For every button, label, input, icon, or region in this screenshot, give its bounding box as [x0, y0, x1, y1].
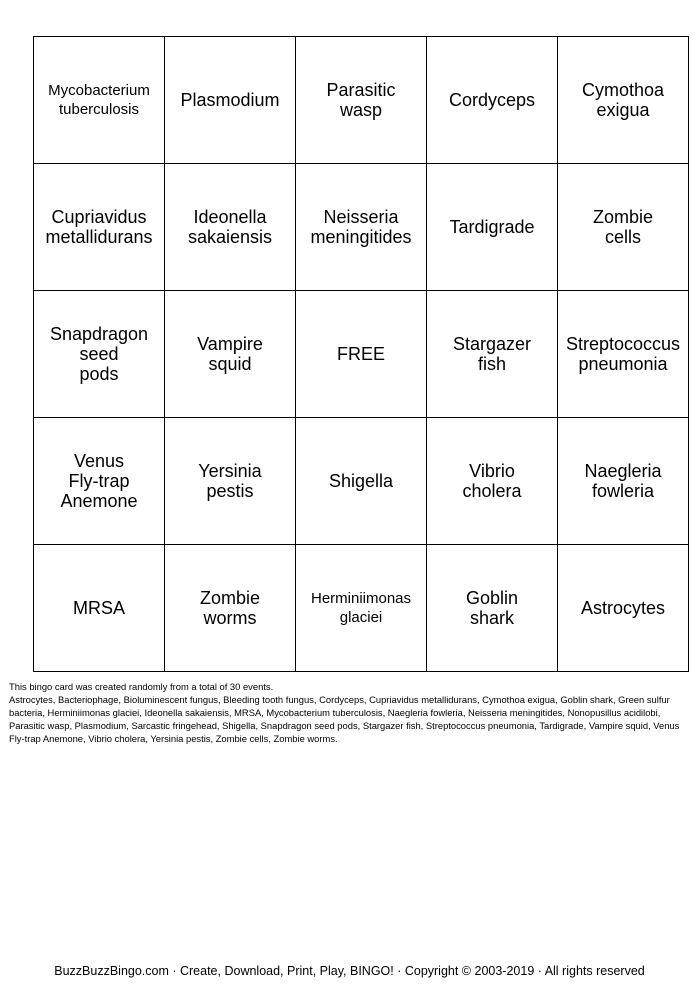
bingo-cell-text: Herminiimonas glaciei [310, 590, 412, 626]
bingo-cell-text: Astrocytes [580, 598, 666, 618]
bingo-cell [34, 545, 165, 672]
bingo-cell [165, 37, 296, 164]
bingo-cell-text: MRSA [72, 598, 125, 618]
bingo-cell [34, 418, 165, 545]
bingo-cell-text: Goblin shark [465, 588, 519, 628]
bingo-cell [296, 545, 427, 672]
bingo-cell [427, 418, 558, 545]
bingo-cell [558, 291, 689, 418]
bingo-row-5 [34, 545, 689, 672]
bingo-cell [558, 37, 689, 164]
bingo-cell-text: Vampire squid [197, 334, 263, 374]
bingo-free-text: FREE [336, 344, 385, 364]
page-footer: BuzzBuzzBingo.com · Create, Download, Print, Play, BINGO! · Copyright © 2003-2019 · All rights reserved [54, 964, 645, 978]
bingo-cell-text: Plasmodium [180, 90, 280, 110]
bingo-cell [427, 164, 558, 291]
bingo-cell [558, 545, 689, 672]
card-info-intro: This bingo card was created randomly from a total of 30 events. [9, 681, 274, 692]
bingo-row-2 [34, 164, 689, 291]
bingo-row-3 [34, 291, 689, 418]
card-info [9, 680, 693, 745]
card-info-events: Astrocytes, Bacteriophage, Bioluminescent fungus, Bleeding tooth fungus, Cordyceps, Cupriavidus metallidurans, Cymothoa exigua, Goblin shark, Green sulfur bacteria, Herminiimonas glaciei, Ideonella sakaiensis, MRSA, Mycobacterium tuberculosis, Naegleria fowleria, Neisseria meningitides, Nonopusillus acidilobi, Parasitic wasp, Plasmodium, Sarcastic fringehead, Shigella, Snapdragon seed pods, Stargazer fish, Streptococcus pneumonia, Tardigrade, Vampire squid, Venus Fly-trap Anemone, Vibrio cholera, Yersinia pestis, Zombie cells, Zombie worms. [9, 694, 680, 744]
bingo-cell [34, 37, 165, 164]
bingo-cell [165, 418, 296, 545]
bingo-cell [427, 37, 558, 164]
bingo-cell [34, 164, 165, 291]
bingo-cell-text: Naegleria fowleria [584, 461, 662, 501]
bingo-card [33, 36, 689, 672]
bingo-cell-text: Mycobacterium tuberculosis [48, 82, 150, 118]
bingo-cell [165, 291, 296, 418]
bingo-cell [558, 418, 689, 545]
bingo-row-4 [34, 418, 689, 545]
bingo-cell [558, 164, 689, 291]
bingo-cell-text: Cymothoa exigua [581, 80, 665, 120]
bingo-cell-text: Parasitic wasp [326, 80, 396, 120]
bingo-cell [427, 545, 558, 672]
bingo-cell [165, 545, 296, 672]
bingo-cell-text: Ideonella sakaiensis [187, 207, 273, 247]
bingo-cell-text: Cordyceps [448, 90, 536, 110]
bingo-cell-text: Snapdragon seed pods [49, 324, 149, 384]
bingo-cell-text: Zombie cells [592, 207, 654, 247]
bingo-cell [296, 37, 427, 164]
bingo-cell [296, 164, 427, 291]
bingo-cell-text: Cupriavidus metallidurans [45, 207, 153, 247]
bingo-cell-text: Venus Fly-trap Anemone [60, 451, 138, 511]
bingo-free-cell [296, 291, 427, 418]
bingo-cell-text: Stargazer fish [452, 334, 532, 374]
bingo-cell-text: Zombie worms [199, 588, 261, 628]
bingo-cell-text: Streptococcus pneumonia [565, 334, 681, 374]
bingo-cell [296, 418, 427, 545]
bingo-cell-text: Neisseria meningitides [310, 207, 412, 247]
bingo-cell-text: Yersinia pestis [198, 461, 262, 501]
bingo-cell [165, 164, 296, 291]
bingo-cell [427, 291, 558, 418]
bingo-cell-text: Shigella [328, 471, 394, 491]
bingo-row-1 [34, 37, 689, 164]
bingo-cell-text: Tardigrade [449, 217, 535, 237]
bingo-cell-text: Vibrio cholera [462, 461, 522, 501]
bingo-cell [34, 291, 165, 418]
